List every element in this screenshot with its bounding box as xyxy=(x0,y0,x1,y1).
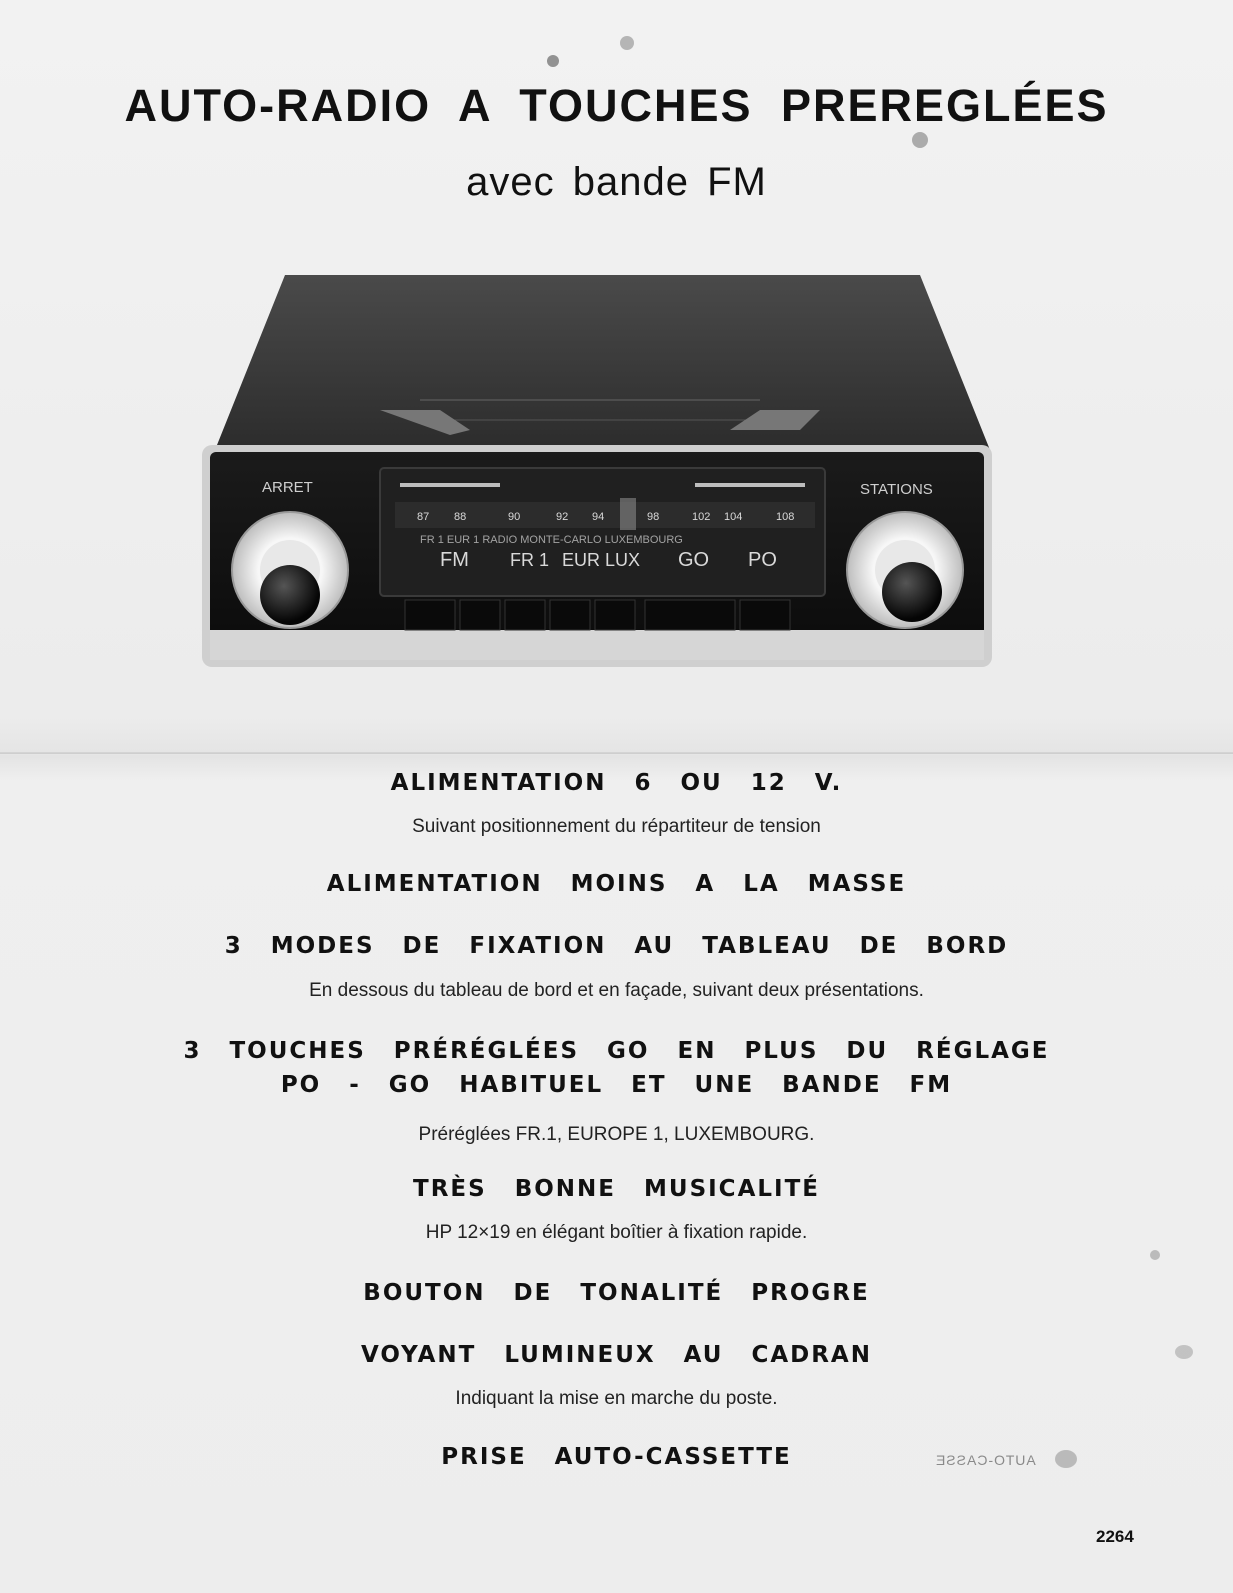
mirrored-stamp: AUTO-CASSE xyxy=(935,1452,1036,1468)
spec-heading: ALIMENTATION 6 OU 12 V. xyxy=(390,770,843,796)
band-label: FR 1 xyxy=(510,550,550,570)
right-knob xyxy=(847,512,963,628)
page-subtitle: avec bande FM xyxy=(466,160,767,204)
spec-heading: BOUTON DE TONALITÉ PROGRE xyxy=(363,1280,870,1306)
band-label: LUX xyxy=(605,550,641,570)
spec-heading: 3 MODES DE FIXATION AU TABLEAU DE BORD xyxy=(224,933,1009,959)
scale-number: 104 xyxy=(724,511,743,523)
stain xyxy=(912,132,928,148)
left-knob-label: ARRET xyxy=(262,479,313,496)
spec-detail: En dessous du tableau de bord et en façade, suivant deux présentations. xyxy=(309,980,924,1001)
spec-detail: Préréglées FR.1, EUROPE 1, LUXEMBOURG. xyxy=(418,1124,815,1145)
preset-buttons xyxy=(405,600,790,630)
paper-fold xyxy=(0,752,1233,755)
scale-number: 87 xyxy=(417,511,430,523)
spec-detail: Suivant positionnement du répartiteur de tension xyxy=(412,816,821,837)
spec-heading: VOYANT LUMINEUX AU CADRAN xyxy=(361,1342,872,1368)
reference-number: 2264 xyxy=(1096,1527,1134,1546)
scale-number: 102 xyxy=(692,511,711,523)
scale-number: 94 xyxy=(592,511,605,523)
casing-top xyxy=(215,275,990,450)
station-line: FR 1 EUR 1 RADIO MONTE-CARLO LUXEMBOURG xyxy=(420,534,683,546)
scale-number: 88 xyxy=(454,511,467,523)
left-knob xyxy=(232,512,348,628)
dial-window xyxy=(380,468,825,596)
spec-detail: Indiquant la mise en marche du poste. xyxy=(455,1388,778,1409)
spec-heading: PO - GO HABITUEL ET UNE BANDE FM xyxy=(280,1072,953,1098)
spec-detail: HP 12×19 en élégant boîtier à fixation rapide. xyxy=(425,1222,808,1243)
band-label: PO xyxy=(748,549,777,571)
band-label: GO xyxy=(678,549,710,571)
spec-heading: PRISE AUTO-CASSETTE xyxy=(441,1444,792,1470)
stain xyxy=(620,36,634,50)
spec-heading: ALIMENTATION MOINS A LA MASSE xyxy=(326,871,907,897)
spec-heading: 3 TOUCHES PRÉRÉGLÉES GO EN PLUS DU RÉGLAGE xyxy=(183,1038,1050,1064)
spec-heading: TRÈS BONNE MUSICALITÉ xyxy=(413,1176,820,1202)
right-knob-label: STATIONS xyxy=(860,481,933,498)
band-label: EUR xyxy=(562,550,601,570)
scale-number: 108 xyxy=(776,511,795,523)
stain xyxy=(1150,1250,1160,1260)
scale-number: 98 xyxy=(647,511,660,523)
scale-number: 92 xyxy=(556,511,569,523)
page-title: AUTO-RADIO A TOUCHES PREREGLÉES xyxy=(124,80,1109,131)
band-label: FM xyxy=(440,549,469,571)
stain xyxy=(547,55,559,67)
scale-number: 90 xyxy=(508,511,521,523)
radio-photo xyxy=(200,270,1010,680)
